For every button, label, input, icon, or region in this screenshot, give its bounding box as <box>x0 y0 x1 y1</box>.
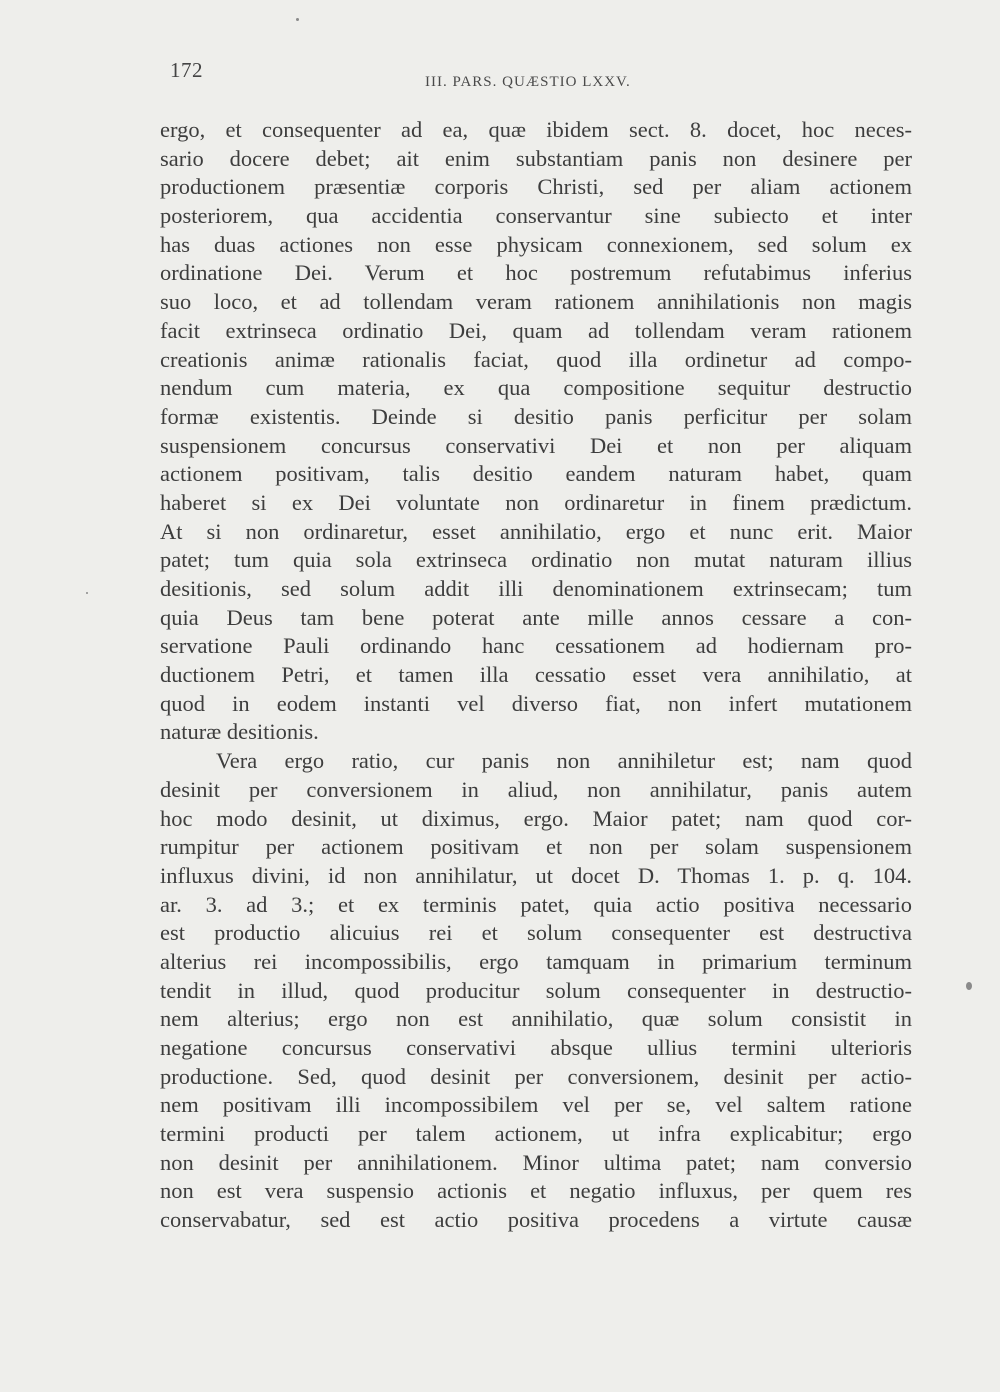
text-line: haberet si ex Dei voluntate non ordinaretur in finem prædictum. <box>160 489 912 515</box>
text-line: has duas actiones non esse physicam connexionem, sed solum ex <box>160 231 912 257</box>
text-line: rumpitur per actionem positivam et non per solam suspensionem <box>160 834 912 860</box>
text-line: productione. Sed, quod desinit per conversionem, desinit per actio- <box>160 1063 912 1089</box>
text-line: nendum cum materia, ex qua compositione sequitur destructio <box>160 375 912 401</box>
text-line: productionem præsentiæ corporis Christi, sed per aliam actionem <box>160 174 912 200</box>
text-line: ergo, et consequenter ad ea, quæ ibidem sect. 8. docet, hoc neces- <box>160 117 912 142</box>
text-line: hoc modo desinit, ut diximus, ergo. Maior patet; nam quod cor- <box>160 805 912 831</box>
text-line: At si non ordinaretur, esset annihilatio, ergo et nunc erit. Maior <box>160 518 912 544</box>
speck <box>966 982 972 990</box>
speck <box>86 592 88 594</box>
text-line: conservabatur, sed est actio positiva procedens a virtute causæ <box>160 1207 912 1233</box>
text-line: est productio alicuius rei et solum consequenter est destructiva <box>160 920 912 946</box>
text-line: facit extrinseca ordinatio Dei, quam ad tollendam veram rationem <box>160 317 912 343</box>
body-text <box>160 116 912 1235</box>
text-line: desitionis, sed solum addit illi denominationem extrinsecam; tum <box>160 576 912 601</box>
text-line: naturæ desitionis. <box>160 719 319 745</box>
text-line: formæ existentis. Deinde si desitio panis perficitur per solam <box>160 403 912 429</box>
text-line: alterius rei incompossibilis, ergo tamquam in primarium terminum <box>160 948 912 974</box>
text-line: creationis animæ rationalis faciat, quod illa ordinetur ad compo- <box>160 346 912 372</box>
text-line: non desinit per annihilationem. Minor ultima patet; nam conversio <box>160 1149 912 1175</box>
text-line: suspensionem concursus conservativi Dei et non per aliquam <box>160 432 912 458</box>
text-line: tendit in illud, quod producitur solum consequenter in destructio- <box>160 977 912 1003</box>
speck <box>296 18 299 21</box>
text-line: posteriorem, qua accidentia conservantur sine subiecto et inter <box>160 203 912 229</box>
text-line: patet; tum quia sola extrinseca ordinatio non mutat naturam illius <box>160 547 912 573</box>
text-line: ar. 3. ad 3.; et ex terminis patet, quia actio positiva necessario <box>160 891 912 917</box>
text-line: quia Deus tam bene poterat ante mille annos cessare a con- <box>160 604 912 630</box>
running-head: III. PARS. QUÆSTIO LXXV. <box>425 74 631 90</box>
text-line: ordinatione Dei. Verum et hoc postremum refutabimus inferius <box>160 260 912 286</box>
text-line: servatione Pauli ordinando hanc cessationem ad hodiernam pro- <box>160 633 912 659</box>
text-line: negatione concursus conservativi absque ullius termini ulterioris <box>160 1035 912 1060</box>
page-number: 172 <box>170 58 203 82</box>
text-line: quod in eodem instanti vel diverso fiat, non infert mutationem <box>160 690 912 716</box>
text-line: actionem positivam, talis desitio eandem naturam habet, quam <box>160 461 912 487</box>
text-line: suo loco, et ad tollendam veram rationem annihilationis non magis <box>160 289 912 315</box>
text-line: Vera ergo ratio, cur panis non annihiletur est; nam quod <box>216 748 912 774</box>
text-line: sario docere debet; ait enim substantiam panis non desinere per <box>160 145 912 171</box>
text-line: termini producti per talem actionem, ut infra explicabitur; ergo <box>160 1121 912 1147</box>
text-line: desinit per conversionem in aliud, non annihilatur, panis autem <box>160 776 912 802</box>
text-line: ductionem Petri, et tamen illa cessatio esset vera annihilatio, at <box>160 662 912 688</box>
text-line: nem positivam illi incompossibilem vel per se, vel saltem ratione <box>160 1092 912 1118</box>
text-line: nem alterius; ergo non est annihilatio, quæ solum consistit in <box>160 1006 912 1032</box>
text-line: influxus divini, id non annihilatur, ut docet D. Thomas 1. p. q. 104. <box>160 862 912 888</box>
text-line: non est vera suspensio actionis et negatio influxus, per quem res <box>160 1178 912 1204</box>
